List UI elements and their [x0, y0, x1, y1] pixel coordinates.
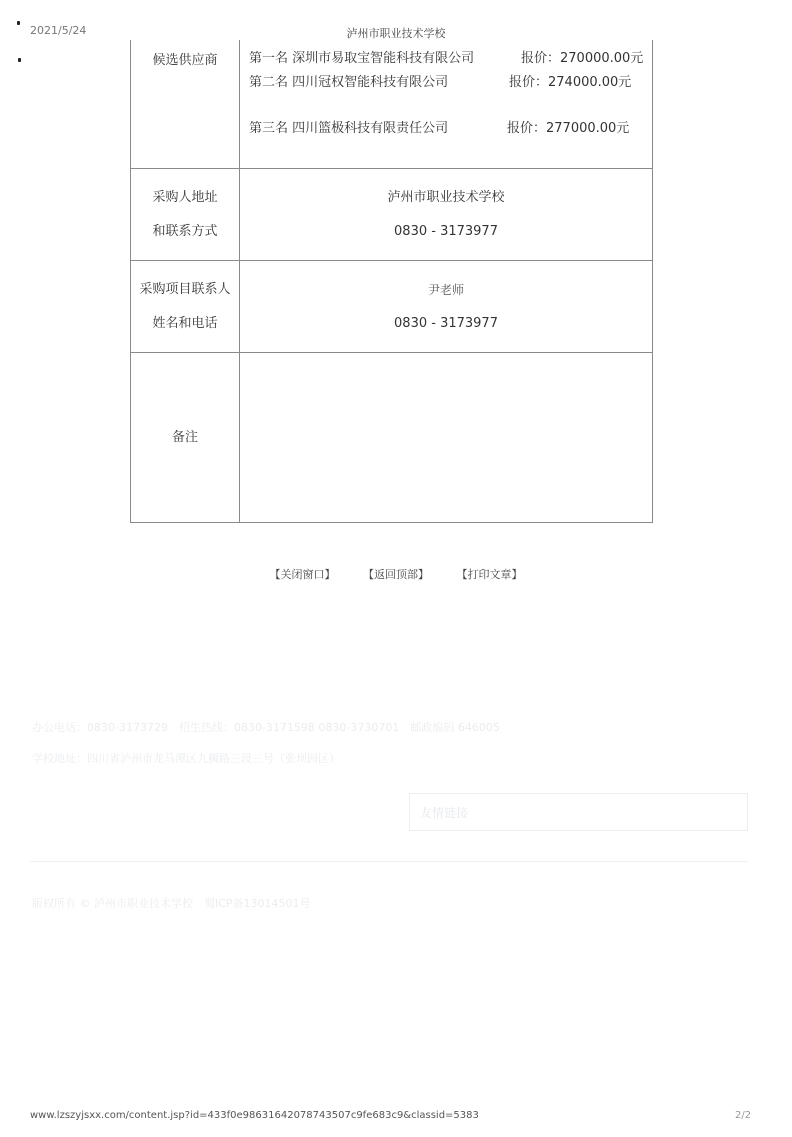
table-row [131, 169, 653, 261]
candidate-1-price: 报价：270000.00元 [521, 50, 644, 66]
table-row [131, 40, 653, 169]
buyer-label-line1: 采购人地址 [152, 189, 218, 205]
page-title: 泸州市职业技术学校 [346, 27, 446, 40]
footer-divider [30, 861, 748, 862]
contact-label-line1: 采购项目联系人 [139, 281, 231, 297]
buyer-phone: 0830 - 3173977 [394, 223, 498, 239]
article-actions [0, 566, 792, 582]
footer-contact: 办公电话：0830-3173729 招生热线：0830-3171598 0830-3730701 邮政编码 646005 [32, 721, 500, 734]
candidate-2-price: 报价：274000.00元 [509, 74, 632, 90]
candidate-2-name: 第二名 四川冠权智能科技有限公司 [249, 74, 449, 90]
back-to-top-link[interactable]: 【返回顶部】 [363, 568, 429, 581]
table-row [131, 353, 653, 523]
remark-cell [240, 353, 653, 523]
table-row [131, 261, 653, 353]
contact-phone: 0830 - 3173977 [394, 315, 498, 331]
contact-name: 尹老师 [427, 282, 464, 297]
candidate-3-name: 第三名 四川篮极科技有限责任公司 [249, 120, 449, 136]
buyer-info [240, 169, 653, 261]
buyer-label-line2: 和联系方式 [152, 223, 218, 239]
friend-links-select[interactable] [409, 793, 748, 831]
procurement-table [130, 40, 653, 523]
contact-label-line2: 姓名和电话 [152, 315, 218, 331]
footer-copyright: 版权所有 © 泸州市职业技术学校 蜀ICP备13014501号 [32, 897, 311, 910]
print-url: www.lzszyjsxx.com/content.jsp?id=433f0e98631642078743507c9fe683c9&classid=5383 [30, 1110, 479, 1121]
print-article-link[interactable]: 【打印文章】 [456, 568, 523, 581]
footer-address: 学校地址：四川省泸州市龙马潭区九狮路三段三号（张坝园区） [32, 752, 340, 765]
remark-label: 备注 [131, 353, 240, 523]
candidates-cell [240, 40, 653, 169]
candidates-label: 候选供应商 [131, 40, 240, 169]
buyer-name: 泸州市职业技术学校 [387, 189, 505, 205]
contact-info [240, 261, 653, 353]
close-window-link[interactable]: 【关闭窗口】 [269, 568, 336, 581]
scan-mark [18, 58, 21, 62]
print-date: 2021/5/24 [30, 24, 87, 37]
candidate-1-name: 第一名 深圳市易取宝智能科技有限公司 [249, 50, 475, 66]
buyer-label [131, 169, 240, 261]
contact-label [131, 261, 240, 353]
candidate-3-price: 报价：277000.00元 [507, 120, 630, 136]
friend-links-label: 友情链接 [420, 806, 469, 820]
page-number: 2/2 [735, 1110, 752, 1121]
